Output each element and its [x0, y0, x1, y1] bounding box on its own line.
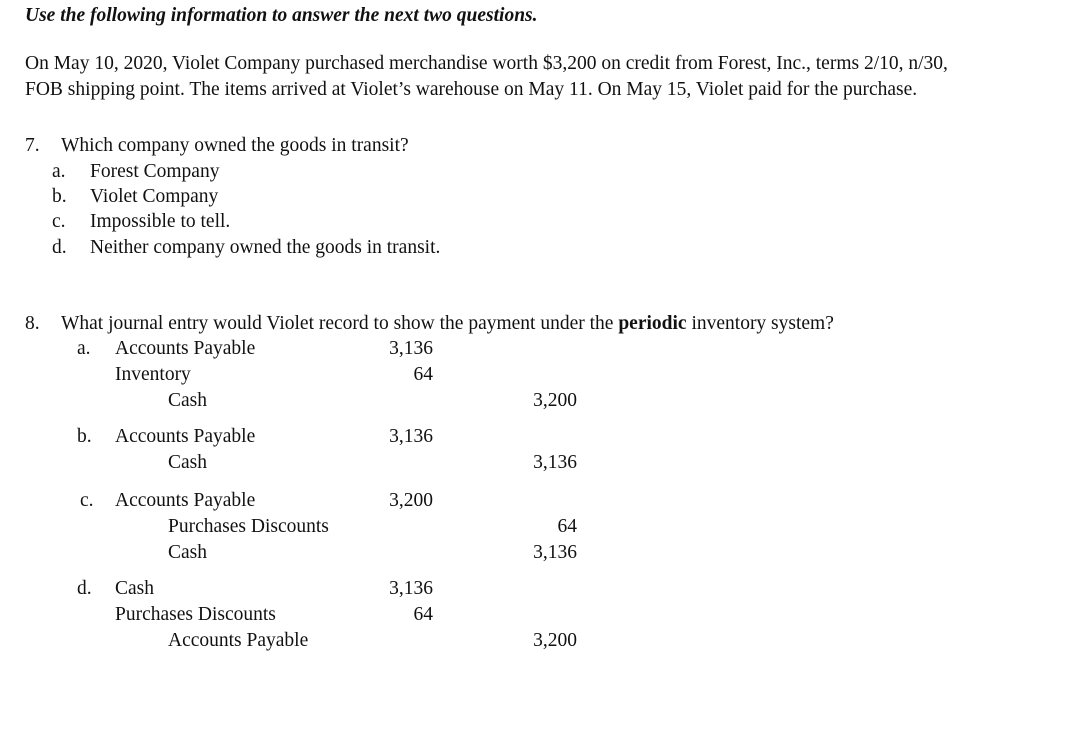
option-text: Violet Company	[90, 186, 219, 207]
option-letter: b.	[52, 186, 67, 207]
debit-amount: 64	[413, 604, 433, 625]
intro-paragraph	[25, 51, 1075, 103]
credit-amount: 3,200	[533, 390, 577, 411]
question-text-bold: periodic	[618, 313, 687, 334]
option-letter: c.	[52, 211, 66, 232]
q8-option-b-line-1	[0, 424, 1090, 450]
credit-account: Cash	[168, 452, 207, 473]
option-letter: d.	[52, 237, 67, 258]
debit-account: Accounts Payable	[115, 426, 256, 447]
q8-option-c-line-2	[0, 514, 1090, 540]
question-text: Which company owned the goods in transit?	[61, 135, 409, 156]
q8-option-a-line-1	[0, 336, 1090, 362]
question-text-end: inventory system?	[686, 313, 834, 334]
debit-account: Accounts Payable	[115, 490, 256, 511]
question-text-start: What journal entry would Violet record to show the payment under the	[61, 313, 619, 334]
option-letter: d.	[77, 578, 92, 599]
credit-account: Cash	[168, 390, 207, 411]
option-text: Impossible to tell.	[90, 211, 231, 232]
debit-account: Purchases Discounts	[115, 604, 276, 625]
q8-option-d-line-2	[0, 602, 1090, 628]
debit-account: Cash	[115, 578, 154, 599]
credit-account: Accounts Payable	[168, 630, 309, 651]
option-text: Forest Company	[90, 161, 220, 182]
q8-option-a-line-2	[0, 362, 1090, 388]
q8-option-d-line-3	[0, 628, 1090, 654]
credit-amount: 3,200	[533, 630, 577, 651]
credit-account: Cash	[168, 542, 207, 563]
debit-amount: 3,200	[389, 490, 433, 511]
option-letter: b.	[77, 426, 92, 447]
debit-amount: 3,136	[389, 338, 433, 359]
intro-line-2: FOB shipping point. The items arrived at Violet’s warehouse on May 11. On May 15, Violet paid for the purchase.	[25, 79, 918, 100]
q8-option-a-line-3	[0, 388, 1090, 414]
credit-account: Purchases Discounts	[168, 516, 329, 537]
intro-line-1: On May 10, 2020, Violet Company purchased merchandise worth $3,200 on credit from Forest, Inc., terms 2/10, n/30,	[25, 53, 948, 74]
question-text	[61, 311, 834, 337]
option-letter: a.	[77, 338, 91, 359]
option-letter: c.	[80, 490, 94, 511]
credit-amount: 64	[557, 516, 577, 537]
debit-amount: 3,136	[389, 578, 433, 599]
debit-account: Accounts Payable	[115, 338, 256, 359]
option-letter: a.	[52, 161, 66, 182]
question-number: 7.	[25, 135, 40, 156]
debit-account: Inventory	[115, 364, 191, 385]
debit-amount: 64	[413, 364, 433, 385]
credit-amount: 3,136	[533, 542, 577, 563]
credit-amount: 3,136	[533, 452, 577, 473]
instruction-heading: Use the following information to answer the next two questions.	[25, 5, 538, 26]
q8-option-c-line-3	[0, 540, 1090, 566]
q8-option-b-line-2	[0, 450, 1090, 476]
q8-option-c-line-1	[0, 488, 1090, 514]
debit-amount: 3,136	[389, 426, 433, 447]
option-text: Neither company owned the goods in transit.	[90, 237, 441, 258]
question-number: 8.	[25, 313, 40, 334]
q8-option-d-line-1	[0, 576, 1090, 602]
